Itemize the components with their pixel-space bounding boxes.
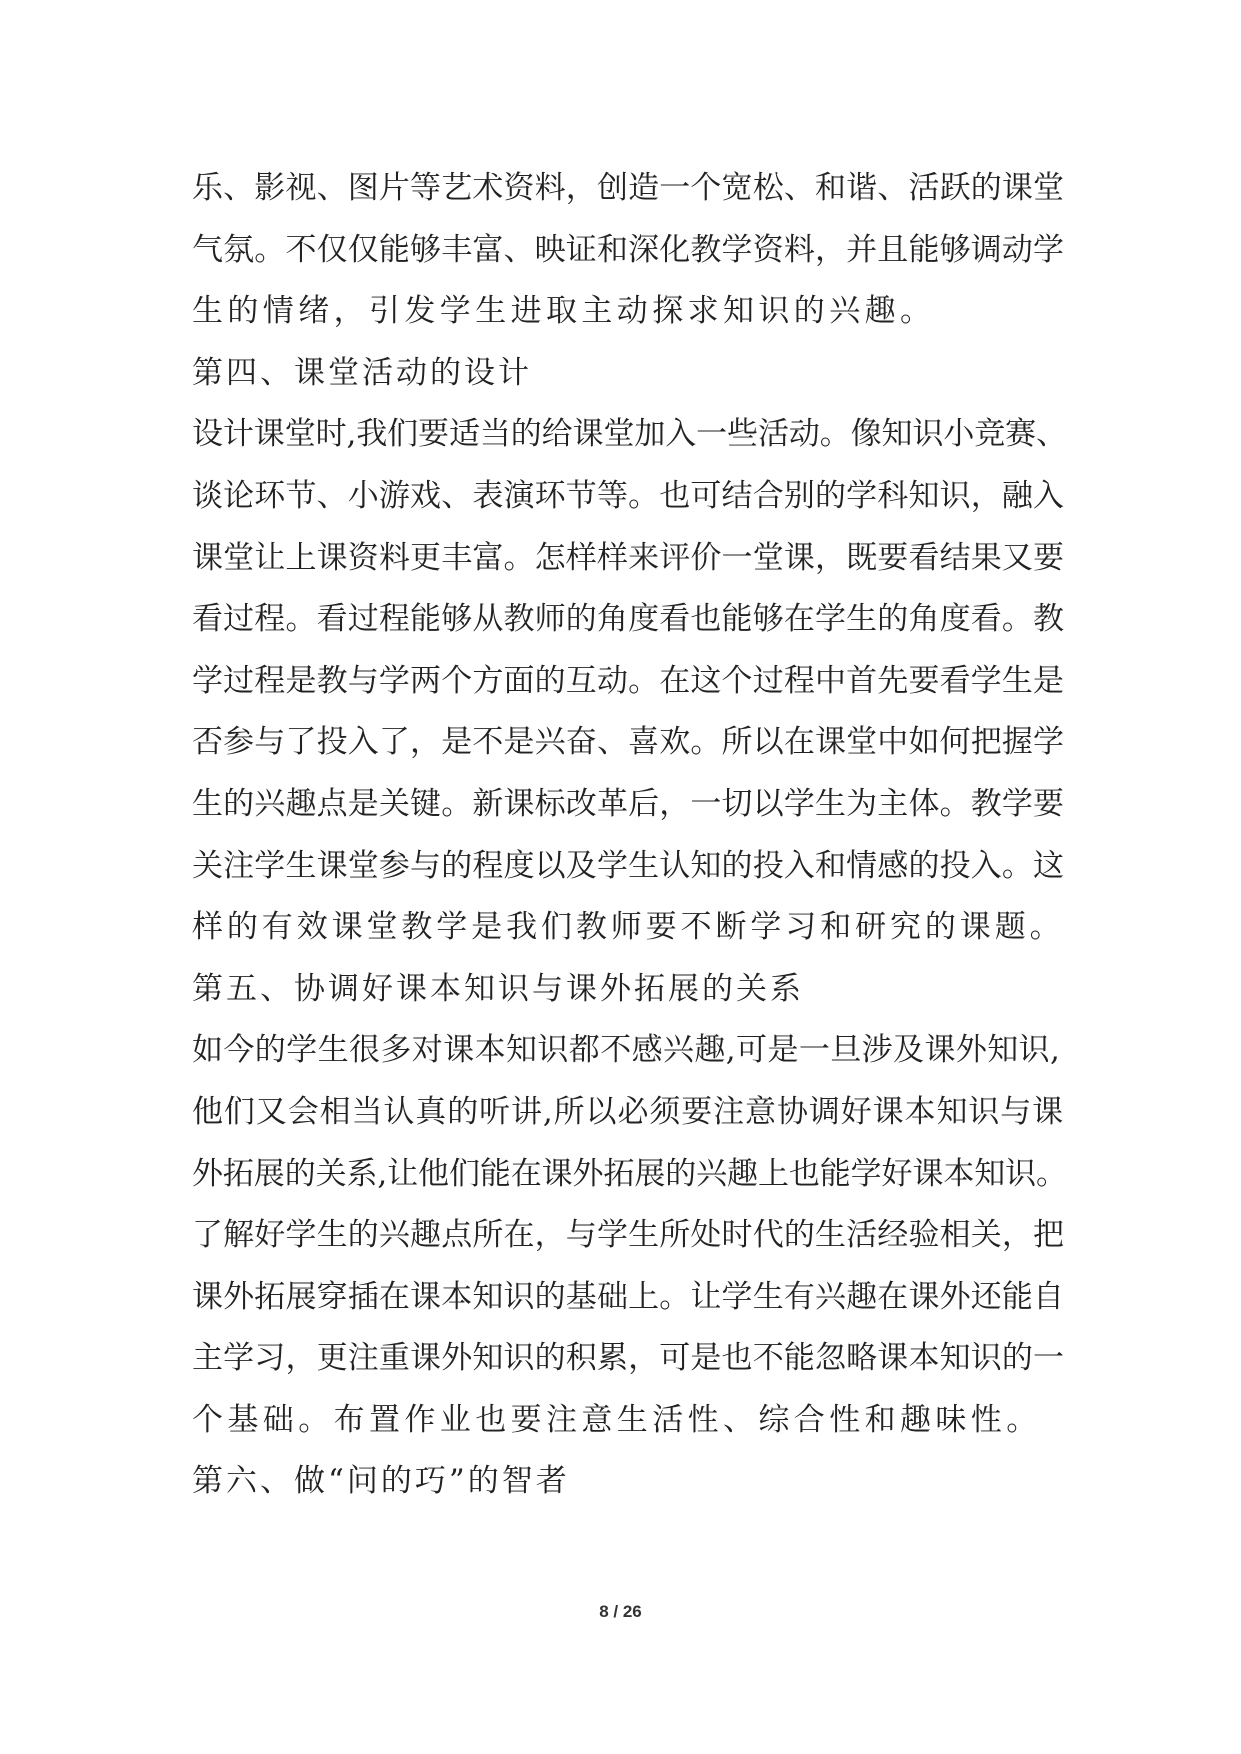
section-heading: 第六、做“问的巧”的智者 [192,1463,570,1500]
section-heading: 第四、课堂活动的设计 [192,354,532,391]
paragraph-line: 样的有效课堂教学是我们教师要不断学习和研究的课题。 [192,909,1065,946]
paragraph-line: 他们又会相当认真的听讲,所以必须要注意协调好课本知识与课 [192,1093,1065,1130]
paragraph-line: 否参与了投入了，是不是兴奋、喜欢。所以在课堂中如何把握学 [192,724,1065,761]
paragraph-line: 乐、影视、图片等艺术资料，创造一个宽松、和谐、活跃的课堂 [192,170,1065,206]
page-number: 8 / 26 [599,1602,642,1621]
paragraph-line: 了解好学生的兴趣点所在，与学生所处时代的生活经验相关，把 [192,1217,1065,1254]
paragraph-line: 外拓展的关系,让他们能在课外拓展的兴趣上也能学好课本知识。 [192,1155,1067,1192]
paragraph-line: 课堂让上课资料更丰富。怎样样来评价一堂课，既要看结果又要 [192,539,1065,576]
paragraph-line: 个基础。布置作业也要注意生活性、综合性和趣味性。 [192,1401,1042,1438]
paragraph-line: 谈论环节、小游戏、表演环节等。也可结合别的学科知识，融入 [192,477,1065,514]
paragraph-line: 主学习，更注重课外知识的积累，可是也不能忽略课本知识的一 [192,1340,1065,1377]
paragraph-line: 生的情绪，引发学生进取主动探求知识的兴趣。 [192,293,936,330]
paragraph-line: 设计课堂时,我们要适当的给课堂加入一些活动。像知识小竞赛、 [192,416,1067,453]
paragraph-line: 生的兴趣点是关键。新课标改革后，一切以学生为主体。教学要 [192,785,1065,822]
section-heading: 第五、协调好课本知识与课外拓展的关系 [192,970,804,1007]
paragraph-line: 学过程是教与学两个方面的互动。在这个过程中首先要看学生是 [192,662,1065,699]
paragraph-line: 关注学生课堂参与的程度以及学生认知的投入和情感的投入。这 [192,847,1065,884]
body-text [192,158,1067,1513]
paragraph-line: 看过程。看过程能够从教师的角度看也能够在学生的角度看。教 [192,601,1065,638]
paragraph-line: 课外拓展穿插在课本知识的基础上。让学生有兴趣在课外还能自 [192,1278,1065,1315]
paragraph-line: 气氛。不仅仅能够丰富、映证和深化教学资料，并且能够调动学 [192,231,1065,268]
paragraph-line: 如今的学生很多对课本知识都不感兴趣,可是一旦涉及课外知识, [192,1032,1061,1069]
